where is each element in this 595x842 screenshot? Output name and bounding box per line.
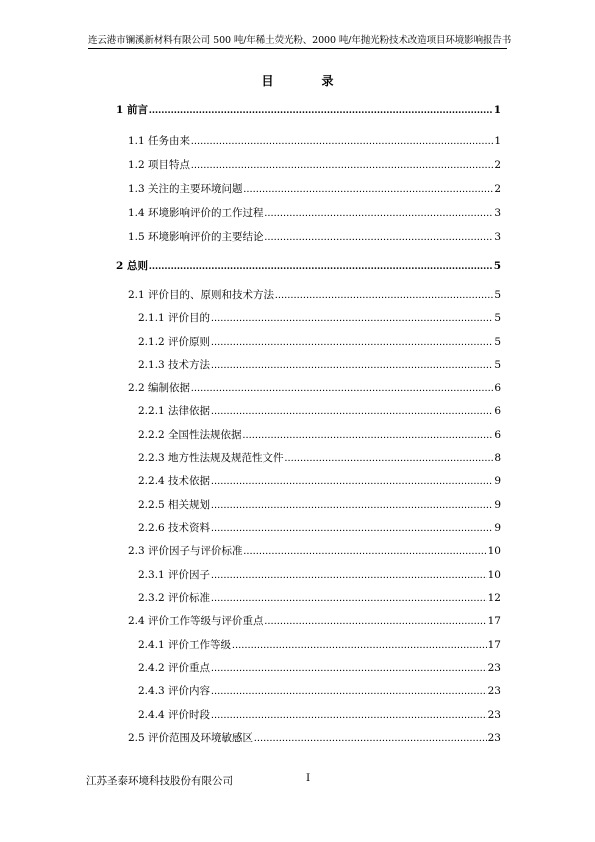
toc-entry[interactable] xyxy=(138,590,501,605)
toc-entry[interactable] xyxy=(128,157,501,172)
toc-leader-dots xyxy=(211,476,493,487)
toc-entry-label: 2.3.1 评价因子 xyxy=(138,569,211,581)
toc-entry-label: 2.1.3 技术方法 xyxy=(138,359,211,371)
toc-entry[interactable] xyxy=(138,450,501,465)
footer-page-number: I xyxy=(306,772,311,784)
toc-leader-dots xyxy=(211,337,493,348)
toc-leader-dots xyxy=(265,232,494,243)
toc-entry-page: 3 xyxy=(494,207,501,219)
toc-entry-page: 17 xyxy=(487,615,501,627)
toc-entry[interactable] xyxy=(128,287,501,302)
toc-entry[interactable] xyxy=(138,334,501,349)
toc-entry-label: 2.1.1 评价目的 xyxy=(138,312,211,324)
toc-leader-dots xyxy=(211,686,487,697)
toc-entry[interactable] xyxy=(128,543,501,558)
toc-leader-dots xyxy=(265,616,487,627)
toc-entry-page: 1 xyxy=(494,135,501,147)
toc-entry-label: 1.5 环境影响评价的主要结论 xyxy=(128,231,264,243)
toc-entry-label: 2.3 评价因子与评价标准 xyxy=(128,545,243,557)
toc-entry-label: 2.4.3 评价内容 xyxy=(138,685,211,697)
toc-leader-dots xyxy=(211,710,487,721)
toc-entry[interactable] xyxy=(128,133,501,148)
toc-leader-dots xyxy=(211,523,493,534)
toc-entry-page: 23 xyxy=(487,709,501,721)
toc-entry[interactable] xyxy=(138,637,501,652)
toc-entry-page: 12 xyxy=(487,592,501,604)
toc-entry-page: 5 xyxy=(493,260,501,272)
toc-entry[interactable] xyxy=(138,683,501,698)
toc-entry[interactable] xyxy=(116,102,501,117)
running-header: 连云港市镧溪新材料有限公司 500 吨/年稀土荧光粉、2000 吨/年抛光粉技术改造项目环境影响报告书 xyxy=(88,35,512,46)
footer-company: 江苏圣泰环境科技股份有限公司 xyxy=(86,775,233,787)
toc-leader-dots xyxy=(211,406,493,417)
toc-entry[interactable] xyxy=(128,229,501,244)
toc-leader-dots xyxy=(254,733,487,744)
toc-entry[interactable] xyxy=(138,497,501,512)
toc-entry-label: 1 前言 xyxy=(116,104,148,116)
toc-entry-page: 9 xyxy=(494,475,501,487)
toc-entry-page: 1 xyxy=(493,104,501,116)
toc-entry[interactable] xyxy=(128,730,501,745)
toc-title: 目 录 xyxy=(261,74,352,88)
toc-leader-dots xyxy=(211,593,487,604)
toc-entry-label: 2.2.4 技术依据 xyxy=(138,475,211,487)
toc-entry-page: 23 xyxy=(487,732,501,744)
toc-leader-dots xyxy=(211,570,487,581)
toc-entry-page: 10 xyxy=(487,545,501,557)
toc-entry-label: 2.4 评价工作等级与评价重点 xyxy=(128,615,264,627)
toc-entry-page: 6 xyxy=(494,429,501,441)
toc-entry-label: 2.4.2 评价重点 xyxy=(138,662,211,674)
toc-entry-page: 5 xyxy=(494,289,501,301)
toc-leader-dots xyxy=(265,208,494,219)
toc-leader-dots xyxy=(244,546,487,557)
toc-entry-page: 6 xyxy=(494,405,501,417)
toc-entry[interactable] xyxy=(128,380,501,395)
toc-entry-label: 2.5 评价范围及环境敏感区 xyxy=(128,732,254,744)
toc-leader-dots xyxy=(211,663,487,674)
toc-leader-dots xyxy=(149,261,493,272)
toc-entry[interactable] xyxy=(138,520,501,535)
toc-leader-dots xyxy=(191,160,493,171)
toc-entry-page: 2 xyxy=(494,159,501,171)
toc-leader-dots xyxy=(191,383,493,394)
toc-entry-label: 2.2.3 地方性法规及规范性文件 xyxy=(138,452,284,464)
toc-entry[interactable] xyxy=(138,427,501,442)
toc-entry-page: 23 xyxy=(487,685,501,697)
toc-entry[interactable] xyxy=(138,707,501,722)
toc-entry-page: 3 xyxy=(494,231,501,243)
toc-entry[interactable] xyxy=(116,258,501,273)
toc-leader-dots xyxy=(211,313,493,324)
toc-entry-page: 2 xyxy=(494,183,501,195)
toc-entry[interactable] xyxy=(138,403,501,418)
toc-entry-page: 9 xyxy=(494,499,501,511)
toc-leader-dots xyxy=(149,105,493,116)
toc-entry-label: 1.3 关注的主要环境问题 xyxy=(128,183,243,195)
toc-entry-page: 5 xyxy=(494,359,501,371)
toc-entry-page: 8 xyxy=(494,452,501,464)
toc-leader-dots xyxy=(243,430,494,441)
toc-entry[interactable] xyxy=(128,613,501,628)
toc-entry[interactable] xyxy=(138,567,501,582)
toc-leader-dots xyxy=(211,360,493,371)
toc-entry-label: 2.2.2 全国性法规依据 xyxy=(138,429,242,441)
toc-entry[interactable] xyxy=(138,357,501,372)
toc-entry-page: 17 xyxy=(487,639,501,651)
toc-entry[interactable] xyxy=(138,473,501,488)
toc-entry-label: 2.1.2 评价原则 xyxy=(138,336,211,348)
toc-leader-dots xyxy=(285,453,494,464)
toc-entry-label: 2 总则 xyxy=(116,260,148,272)
toc-leader-dots xyxy=(211,500,493,511)
toc-entry[interactable] xyxy=(138,310,501,325)
toc-entry-label: 2.2 编制依据 xyxy=(128,382,191,394)
toc-entry[interactable] xyxy=(128,181,501,196)
toc-leader-dots xyxy=(275,290,493,301)
toc-leader-dots xyxy=(244,184,494,195)
toc-leader-dots xyxy=(191,136,493,147)
toc-entry-label: 2.3.2 评价标准 xyxy=(138,592,211,604)
toc-entry-label: 1.2 项目特点 xyxy=(128,159,191,171)
toc-entry-label: 2.4.4 评价时段 xyxy=(138,709,211,721)
toc-entry[interactable] xyxy=(128,205,501,220)
toc-entry-label: 1.4 环境影响评价的工作过程 xyxy=(128,207,264,219)
toc-entry-page: 9 xyxy=(494,522,501,534)
toc-entry-label: 2.2.1 法律依据 xyxy=(138,405,211,417)
toc-entry-label: 2.2.5 相关规划 xyxy=(138,499,211,511)
toc-entry-page: 23 xyxy=(487,662,501,674)
toc-entry-label: 1.1 任务由来 xyxy=(128,135,191,147)
toc-leader-dots xyxy=(232,640,487,651)
toc-entry-label: 2.4.1 评价工作等级 xyxy=(138,639,232,651)
toc-entry[interactable] xyxy=(138,660,501,675)
toc-entry-page: 5 xyxy=(494,312,501,324)
toc-entry-page: 6 xyxy=(494,382,501,394)
toc-entry-label: 2.2.6 技术资料 xyxy=(138,522,211,534)
toc-entry-page: 5 xyxy=(494,336,501,348)
toc-entry-label: 2.1 评价目的、原则和技术方法 xyxy=(128,289,275,301)
toc-entry-page: 10 xyxy=(487,569,501,581)
header-rule xyxy=(88,48,507,49)
